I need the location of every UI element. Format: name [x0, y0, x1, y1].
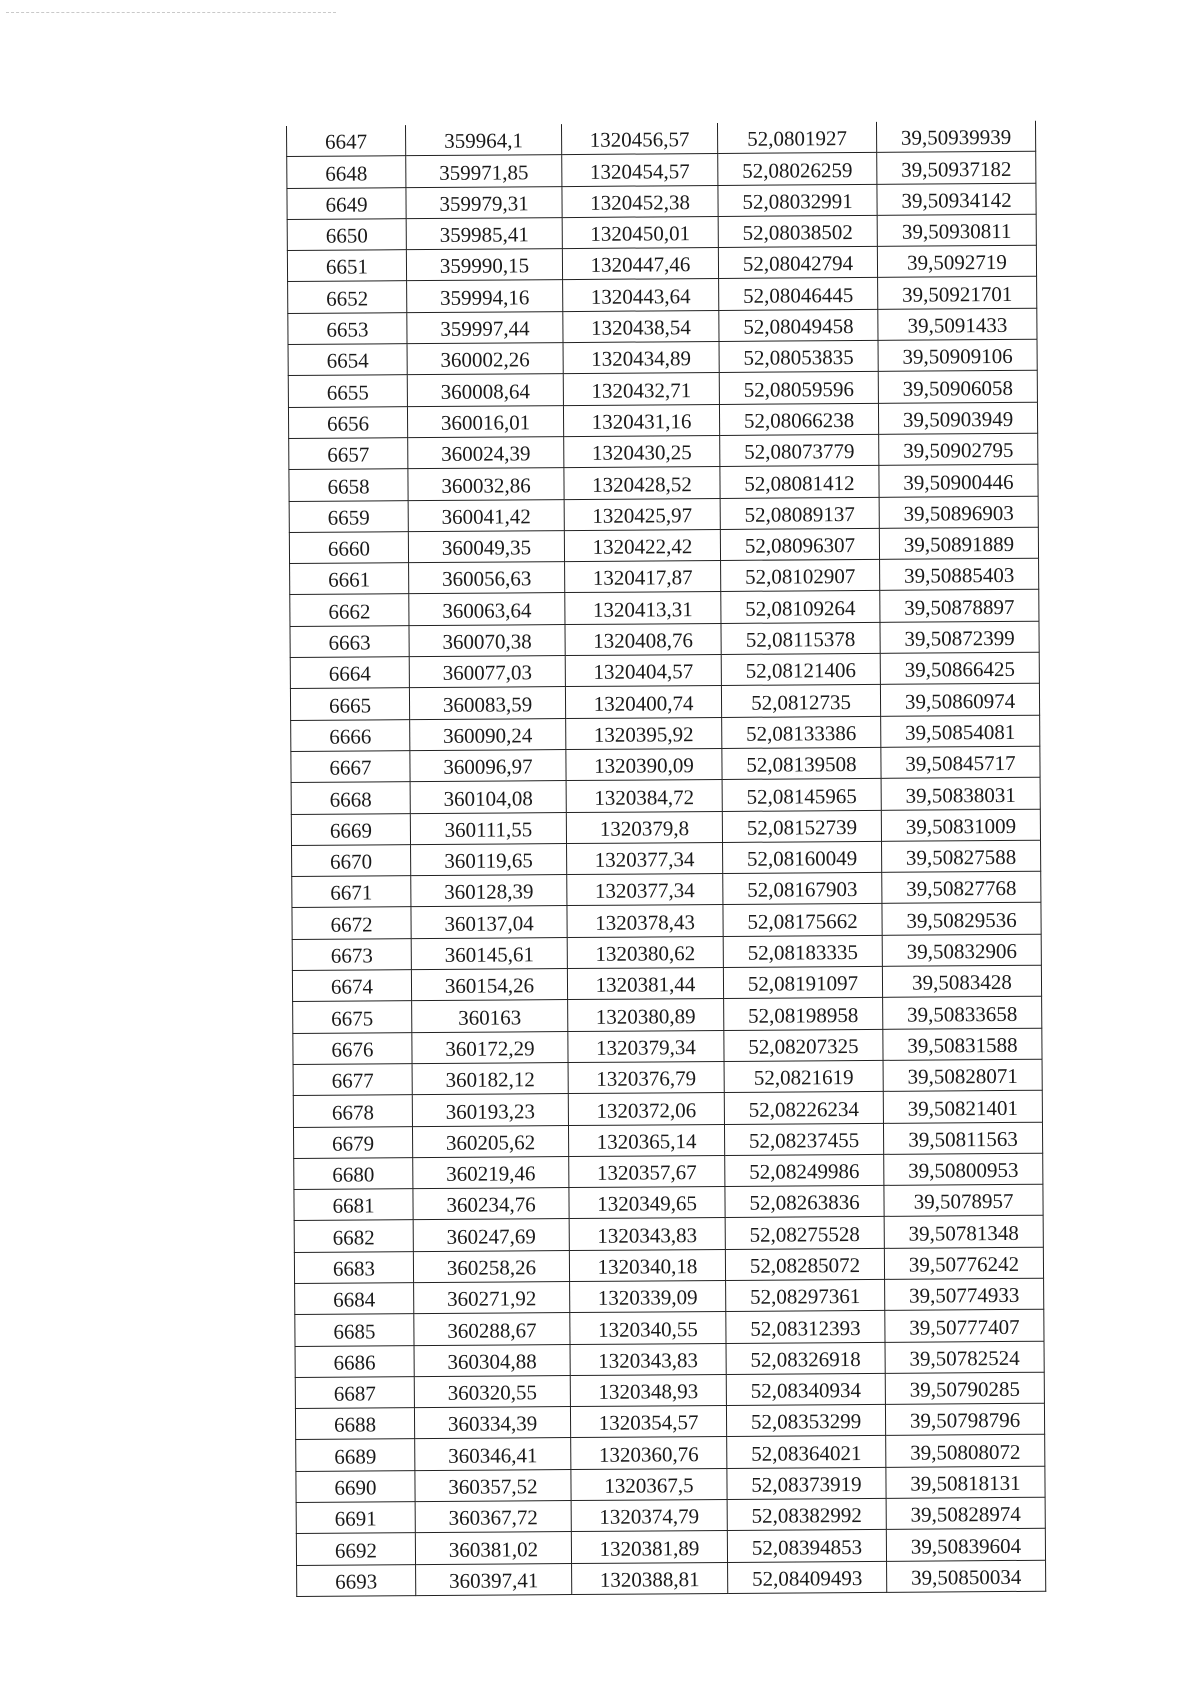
cell-longitude: 39,50850034: [887, 1560, 1046, 1592]
cell-latitude: 52,08089137: [720, 497, 879, 529]
cell-y-coordinate: 1320404,57: [565, 655, 721, 687]
cell-longitude: 39,50833658: [883, 997, 1042, 1029]
cell-longitude: 39,50831009: [881, 809, 1040, 841]
cell-latitude: 52,08133386: [722, 716, 881, 748]
cell-point-number: 6665: [290, 688, 409, 720]
cell-y-coordinate: 1320340,18: [569, 1249, 725, 1281]
cell-x-coordinate: 359964,1: [405, 124, 561, 156]
cell-longitude: 39,50845717: [881, 746, 1040, 778]
cell-x-coordinate: 360247,69: [413, 1219, 569, 1251]
cell-y-coordinate: 1320390,09: [566, 748, 722, 780]
table-row: [294, 1216, 1043, 1253]
cell-point-number: 6661: [290, 563, 409, 595]
cell-latitude: 52,08121406: [721, 653, 880, 685]
cell-point-number: 6670: [292, 844, 411, 876]
cell-point-number: 6659: [289, 500, 408, 532]
cell-y-coordinate: 1320339,09: [570, 1280, 726, 1312]
cell-point-number: 6675: [293, 1001, 412, 1033]
cell-x-coordinate: 360304,88: [414, 1344, 570, 1376]
cell-latitude: 52,08096307: [720, 528, 879, 560]
cell-longitude: 39,50776242: [884, 1247, 1043, 1279]
table-row: [295, 1278, 1044, 1315]
cell-y-coordinate: 1320443,64: [563, 279, 719, 311]
cell-point-number: 6648: [287, 156, 406, 188]
cell-point-number: 6651: [287, 250, 406, 282]
cell-longitude: 39,50798796: [885, 1403, 1044, 1435]
cell-point-number: 6649: [287, 187, 406, 219]
table-row: [288, 277, 1037, 314]
cell-y-coordinate: 1320379,34: [568, 1030, 724, 1062]
cell-longitude: 39,50885403: [880, 558, 1039, 590]
cell-latitude: 52,08409493: [728, 1561, 887, 1593]
table-row: [289, 496, 1038, 533]
cell-longitude: 39,50891889: [879, 527, 1038, 559]
cell-x-coordinate: 360090,24: [410, 718, 566, 750]
cell-x-coordinate: 359971,85: [406, 155, 562, 187]
table-row: [287, 245, 1036, 282]
table-row: [287, 214, 1036, 251]
cell-x-coordinate: 359979,31: [406, 186, 562, 218]
table-row: [290, 621, 1039, 658]
cell-longitude: 39,50902795: [879, 433, 1038, 465]
cell-x-coordinate: 360056,63: [409, 562, 565, 594]
cell-x-coordinate: 360346,41: [415, 1438, 571, 1470]
cell-x-coordinate: 360077,03: [409, 656, 565, 688]
table-row: [293, 1122, 1042, 1159]
table-row: [296, 1435, 1045, 1472]
cell-point-number: 6686: [295, 1345, 414, 1377]
cell-latitude: 52,08191097: [723, 966, 882, 998]
cell-y-coordinate: 1320456,57: [561, 123, 717, 155]
cell-longitude: 39,50811563: [883, 1122, 1042, 1154]
cell-point-number: 6685: [295, 1314, 414, 1346]
cell-x-coordinate: 359990,15: [406, 249, 562, 281]
cell-longitude: 39,50827588: [882, 840, 1041, 872]
cell-latitude: 52,08249986: [725, 1154, 884, 1186]
cell-longitude: 39,50906058: [878, 371, 1037, 403]
table-row: [287, 121, 1036, 157]
cell-y-coordinate: 1320340,55: [570, 1312, 726, 1344]
table-row: [287, 183, 1036, 220]
cell-point-number: 6663: [290, 625, 409, 657]
cell-latitude: 52,08046445: [719, 278, 878, 310]
cell-longitude: 39,50878897: [880, 590, 1039, 622]
cell-point-number: 6673: [292, 938, 411, 970]
cell-x-coordinate: 360128,39: [411, 875, 567, 907]
cell-x-coordinate: 360334,39: [414, 1407, 570, 1439]
table-row: [289, 527, 1038, 564]
cell-y-coordinate: 1320367,5: [571, 1468, 727, 1500]
cell-latitude: 52,08066238: [719, 403, 878, 435]
cell-latitude: 52,08145965: [722, 779, 881, 811]
cell-point-number: 6693: [297, 1564, 416, 1596]
cell-y-coordinate: 1320379,8: [566, 811, 722, 843]
table-row: [291, 746, 1040, 783]
coordinates-table-body: [287, 121, 1046, 1597]
cell-point-number: 6674: [292, 970, 411, 1002]
table-row: [294, 1153, 1043, 1190]
cell-latitude: 52,08353299: [726, 1405, 885, 1437]
cell-latitude: 52,08109264: [721, 591, 880, 623]
table-row: [289, 433, 1038, 470]
cell-x-coordinate: 360145,61: [411, 937, 567, 969]
cell-y-coordinate: 1320430,25: [564, 435, 720, 467]
cell-longitude: 39,50900446: [879, 465, 1038, 497]
cell-x-coordinate: 360271,92: [414, 1282, 570, 1314]
cell-point-number: 6666: [291, 719, 410, 751]
table-row: [290, 590, 1039, 627]
cell-point-number: 6690: [296, 1470, 415, 1502]
table-row: [296, 1529, 1045, 1566]
cell-x-coordinate: 360070,38: [409, 624, 565, 656]
table-row: [294, 1184, 1043, 1221]
cell-x-coordinate: 360219,46: [413, 1156, 569, 1188]
cell-point-number: 6688: [295, 1408, 414, 1440]
cell-longitude: 39,50831588: [883, 1028, 1042, 1060]
cell-x-coordinate: 360397,41: [416, 1563, 572, 1595]
cell-x-coordinate: 360205,62: [412, 1125, 568, 1157]
cell-latitude: 52,08032991: [718, 184, 877, 216]
cell-latitude: 52,08394853: [727, 1530, 886, 1562]
table-row: [293, 1090, 1042, 1127]
cell-longitude: 39,50937182: [877, 152, 1036, 184]
cell-y-coordinate: 1320413,31: [565, 592, 721, 624]
cell-longitude: 39,50866425: [880, 652, 1039, 684]
cell-y-coordinate: 1320431,16: [563, 404, 719, 436]
table-row: [292, 871, 1041, 908]
cell-latitude: 52,08139508: [722, 747, 881, 779]
cell-longitude: 39,50829536: [882, 903, 1041, 935]
cell-y-coordinate: 1320434,89: [563, 342, 719, 374]
cell-y-coordinate: 1320378,43: [567, 905, 723, 937]
cell-y-coordinate: 1320408,76: [565, 623, 721, 655]
cell-y-coordinate: 1320452,38: [562, 185, 718, 217]
cell-y-coordinate: 1320425,97: [564, 498, 720, 530]
cell-x-coordinate: 360049,35: [408, 530, 564, 562]
cell-point-number: 6656: [288, 406, 407, 438]
cell-latitude: 52,08285072: [725, 1248, 884, 1280]
cell-latitude: 52,08207325: [724, 1029, 883, 1061]
cell-longitude: 39,5083428: [882, 965, 1041, 997]
cell-longitude: 39,50930811: [877, 214, 1036, 246]
table-row: [291, 809, 1040, 846]
cell-x-coordinate: 360258,26: [413, 1250, 569, 1282]
cell-longitude: 39,5092719: [877, 245, 1036, 277]
table-row: [293, 1028, 1042, 1065]
table-row: [288, 339, 1037, 376]
table-row: [290, 684, 1039, 721]
cell-y-coordinate: 1320422,42: [564, 529, 720, 561]
scan-artifact-line: [6, 12, 336, 13]
table-row: [295, 1341, 1044, 1378]
cell-x-coordinate: 360182,12: [412, 1062, 568, 1094]
cell-x-coordinate: 360104,08: [410, 781, 566, 813]
cell-longitude: 39,50860974: [880, 684, 1039, 716]
cell-longitude: 39,50839604: [886, 1529, 1045, 1561]
cell-point-number: 6692: [296, 1533, 415, 1565]
cell-y-coordinate: 1320400,74: [565, 686, 721, 718]
cell-latitude: 52,08297361: [726, 1279, 885, 1311]
cell-point-number: 6664: [290, 657, 409, 689]
cell-y-coordinate: 1320377,34: [567, 874, 723, 906]
table-row: [287, 152, 1036, 189]
cell-x-coordinate: 360083,59: [409, 687, 565, 719]
cell-y-coordinate: 1320432,71: [563, 373, 719, 405]
cell-y-coordinate: 1320343,83: [570, 1343, 726, 1375]
cell-point-number: 6667: [291, 751, 410, 783]
coordinates-table: [286, 121, 1046, 1597]
cell-x-coordinate: 360041,42: [408, 499, 564, 531]
table-row: [293, 1059, 1042, 1096]
cell-longitude: 39,50921701: [878, 277, 1037, 309]
cell-point-number: 6652: [288, 281, 407, 313]
cell-point-number: 6687: [295, 1377, 414, 1409]
table-row: [293, 997, 1042, 1034]
cell-x-coordinate: 360163: [412, 1000, 568, 1032]
cell-y-coordinate: 1320380,89: [568, 999, 724, 1031]
cell-longitude: 39,50828071: [883, 1059, 1042, 1091]
cell-y-coordinate: 1320348,93: [570, 1374, 726, 1406]
cell-x-coordinate: 360111,55: [410, 812, 566, 844]
cell-latitude: 52,08382992: [727, 1498, 886, 1530]
table-row: [296, 1497, 1045, 1534]
cell-latitude: 52,08115378: [721, 622, 880, 654]
cell-point-number: 6681: [294, 1189, 413, 1221]
cell-longitude: 39,50790285: [885, 1372, 1044, 1404]
cell-latitude: 52,08160049: [723, 841, 882, 873]
cell-y-coordinate: 1320450,01: [562, 216, 718, 248]
table-row: [292, 934, 1041, 971]
cell-y-coordinate: 1320395,92: [566, 717, 722, 749]
table-row: [291, 715, 1040, 752]
cell-latitude: 52,0821619: [724, 1060, 883, 1092]
table-row: [292, 965, 1041, 1002]
cell-y-coordinate: 1320384,72: [566, 780, 722, 812]
table-row: [292, 840, 1041, 877]
cell-longitude: 39,50832906: [882, 934, 1041, 966]
cell-y-coordinate: 1320360,76: [571, 1437, 727, 1469]
cell-latitude: 52,08340934: [726, 1373, 885, 1405]
table-row: [288, 308, 1037, 345]
table-row: [288, 371, 1037, 408]
cell-latitude: 52,0801927: [717, 122, 876, 154]
cell-point-number: 6671: [292, 876, 411, 908]
cell-latitude: 52,08167903: [723, 872, 882, 904]
cell-point-number: 6654: [288, 344, 407, 376]
cell-longitude: 39,50781348: [884, 1216, 1043, 1248]
cell-latitude: 52,08237455: [724, 1123, 883, 1155]
table-row: [295, 1372, 1044, 1409]
cell-point-number: 6647: [287, 125, 406, 157]
cell-y-coordinate: 1320381,44: [567, 967, 723, 999]
cell-x-coordinate: 360357,52: [415, 1469, 571, 1501]
cell-longitude: 39,50782524: [885, 1341, 1044, 1373]
cell-longitude: 39,50777407: [885, 1310, 1044, 1342]
cell-x-coordinate: 360288,67: [414, 1313, 570, 1345]
cell-latitude: 52,08073779: [720, 434, 879, 466]
cell-latitude: 52,08026259: [718, 153, 877, 185]
cell-latitude: 52,08373919: [727, 1467, 886, 1499]
cell-point-number: 6672: [292, 907, 411, 939]
table-row: [295, 1310, 1044, 1347]
cell-x-coordinate: 360193,23: [412, 1094, 568, 1126]
cell-y-coordinate: 1320447,46: [562, 248, 718, 280]
cell-longitude: 39,5078957: [884, 1184, 1043, 1216]
cell-latitude: 52,08226234: [724, 1092, 883, 1124]
cell-latitude: 52,08198958: [724, 998, 883, 1030]
table-row: [295, 1403, 1044, 1440]
cell-y-coordinate: 1320377,34: [567, 842, 723, 874]
cell-point-number: 6676: [293, 1032, 412, 1064]
cell-x-coordinate: 359997,44: [407, 311, 563, 343]
cell-longitude: 39,50903949: [878, 402, 1037, 434]
cell-y-coordinate: 1320388,81: [572, 1562, 728, 1594]
cell-x-coordinate: 359985,41: [406, 217, 562, 249]
cell-latitude: 52,08175662: [723, 904, 882, 936]
cell-point-number: 6684: [295, 1283, 414, 1315]
cell-latitude: 52,08326918: [726, 1342, 885, 1374]
cell-y-coordinate: 1320428,52: [564, 467, 720, 499]
table-row: [297, 1560, 1046, 1597]
cell-point-number: 6655: [288, 375, 407, 407]
table-row: [291, 777, 1040, 814]
cell-latitude: 52,08049458: [719, 309, 878, 341]
cell-latitude: 52,08059596: [719, 372, 878, 404]
cell-y-coordinate: 1320454,57: [562, 154, 718, 186]
cell-latitude: 52,08042794: [718, 247, 877, 279]
cell-y-coordinate: 1320417,87: [565, 561, 721, 593]
cell-latitude: 52,08183335: [723, 935, 882, 967]
cell-longitude: 39,50909106: [878, 339, 1037, 371]
cell-point-number: 6658: [289, 469, 408, 501]
cell-y-coordinate: 1320374,79: [571, 1500, 727, 1532]
cell-x-coordinate: 360024,39: [408, 437, 564, 469]
cell-x-coordinate: 360154,26: [411, 969, 567, 1001]
cell-point-number: 6689: [296, 1439, 415, 1471]
cell-latitude: 52,08275528: [725, 1217, 884, 1249]
cell-latitude: 52,08038502: [718, 215, 877, 247]
cell-y-coordinate: 1320376,79: [568, 1061, 724, 1093]
cell-longitude: 39,50827768: [882, 871, 1041, 903]
cell-point-number: 6662: [290, 594, 409, 626]
cell-y-coordinate: 1320357,67: [569, 1155, 725, 1187]
cell-latitude: 52,08053835: [719, 340, 878, 372]
cell-y-coordinate: 1320349,65: [569, 1187, 725, 1219]
cell-x-coordinate: 360172,29: [412, 1031, 568, 1063]
cell-point-number: 6691: [296, 1502, 415, 1534]
cell-y-coordinate: 1320365,14: [568, 1124, 724, 1156]
cell-longitude: 39,5091433: [878, 308, 1037, 340]
cell-longitude: 39,50774933: [885, 1278, 1044, 1310]
cell-latitude: 52,0812735: [721, 685, 880, 717]
cell-point-number: 6683: [294, 1251, 413, 1283]
cell-x-coordinate: 360137,04: [411, 906, 567, 938]
cell-point-number: 6677: [293, 1064, 412, 1096]
cell-y-coordinate: 1320380,62: [567, 936, 723, 968]
cell-longitude: 39,50939939: [876, 121, 1035, 153]
cell-x-coordinate: 360008,64: [407, 374, 563, 406]
cell-x-coordinate: 359994,16: [407, 280, 563, 312]
cell-latitude: 52,08364021: [727, 1436, 886, 1468]
cell-latitude: 52,08102907: [721, 560, 880, 592]
cell-longitude: 39,50854081: [881, 715, 1040, 747]
cell-latitude: 52,08312393: [726, 1311, 885, 1343]
cell-point-number: 6682: [294, 1220, 413, 1252]
cell-longitude: 39,50818131: [886, 1466, 1045, 1498]
table-row: [294, 1247, 1043, 1284]
cell-x-coordinate: 360234,76: [413, 1188, 569, 1220]
cell-longitude: 39,50934142: [877, 183, 1036, 215]
cell-y-coordinate: 1320372,06: [568, 1093, 724, 1125]
table-row: [292, 903, 1041, 940]
cell-x-coordinate: 360002,26: [407, 343, 563, 375]
cell-x-coordinate: 360063,64: [409, 593, 565, 625]
table-row: [290, 558, 1039, 595]
cell-x-coordinate: 360032,86: [408, 468, 564, 500]
cell-point-number: 6679: [293, 1126, 412, 1158]
cell-x-coordinate: 360381,02: [415, 1532, 571, 1564]
cell-point-number: 6678: [293, 1095, 412, 1127]
cell-longitude: 39,50828974: [886, 1497, 1045, 1529]
cell-point-number: 6680: [294, 1157, 413, 1189]
table-row: [288, 402, 1037, 439]
cell-x-coordinate: 360119,65: [411, 843, 567, 875]
cell-x-coordinate: 360320,55: [414, 1375, 570, 1407]
table-row: [290, 652, 1039, 689]
cell-longitude: 39,50872399: [880, 621, 1039, 653]
cell-y-coordinate: 1320438,54: [563, 310, 719, 342]
cell-longitude: 39,50808072: [886, 1435, 1045, 1467]
cell-y-coordinate: 1320354,57: [570, 1406, 726, 1438]
cell-latitude: 52,08081412: [720, 466, 879, 498]
cell-latitude: 52,08152739: [722, 810, 881, 842]
cell-point-number: 6660: [289, 532, 408, 564]
cell-point-number: 6653: [288, 312, 407, 344]
cell-x-coordinate: 360016,01: [407, 405, 563, 437]
cell-longitude: 39,50821401: [883, 1090, 1042, 1122]
cell-point-number: 6657: [289, 438, 408, 470]
table-row: [296, 1466, 1045, 1503]
cell-longitude: 39,50896903: [879, 496, 1038, 528]
cell-longitude: 39,50800953: [884, 1153, 1043, 1185]
cell-x-coordinate: 360096,97: [410, 749, 566, 781]
cell-latitude: 52,08263836: [725, 1185, 884, 1217]
cell-point-number: 6668: [291, 782, 410, 814]
cell-point-number: 6669: [291, 813, 410, 845]
cell-y-coordinate: 1320381,89: [571, 1531, 727, 1563]
cell-point-number: 6650: [287, 219, 406, 251]
cell-longitude: 39,50838031: [881, 777, 1040, 809]
cell-x-coordinate: 360367,72: [415, 1501, 571, 1533]
table-row: [289, 465, 1038, 502]
cell-y-coordinate: 1320343,83: [569, 1218, 725, 1250]
